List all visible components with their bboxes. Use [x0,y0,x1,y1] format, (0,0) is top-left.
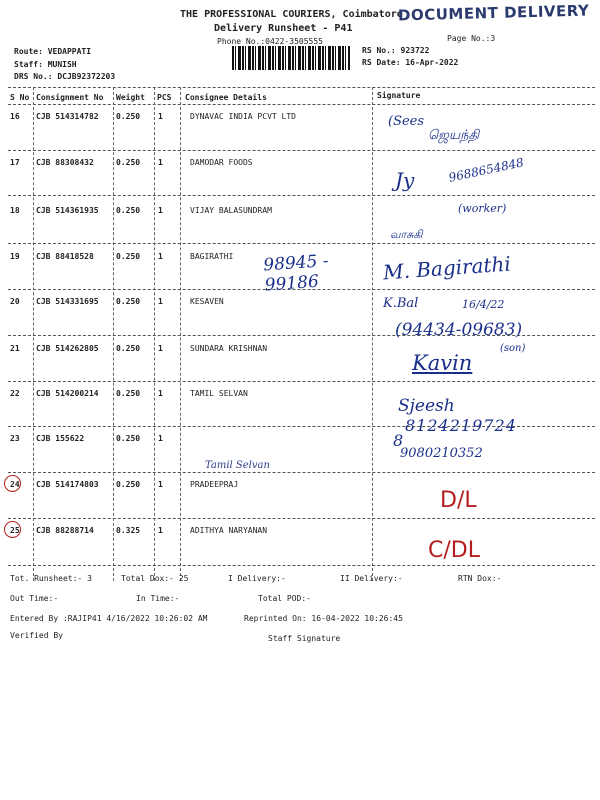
note-row-18: (worker) [458,202,507,215]
rtn-dox: RTN Dox:- [458,574,502,583]
row-pcs: 1 [158,389,163,398]
entered-by: Entered By :RAJIP41 4/16/2022 10:26:02 AM [10,614,208,623]
row-pcs: 1 [158,252,163,261]
row-sno: 21 [10,344,20,353]
signature-row-22: Sjeesh [398,396,455,416]
name-row-23: Tamil Selvan [205,460,270,471]
row-pcs: 1 [158,158,163,167]
row-pcs: 1 [158,344,163,353]
row-sno: 18 [10,206,20,215]
row-consignee: PRADEEPRAJ [190,480,239,489]
status-row-24: D/L [440,488,477,513]
note-row-21: (son) [500,343,526,354]
col-sno: S No [10,93,30,102]
row-pcs: 1 [158,526,163,535]
phone-row-20: (94434-09683) [395,320,523,340]
col-weight: Weight [116,93,145,102]
tot-runsheet: Tot. Runsheet:- 3 [10,574,92,583]
row-weight: 0.250 [116,206,141,215]
signature-row-16: (Sees [388,114,425,129]
row-consignment-no: CJB 514262805 [36,344,99,353]
signature-row-21: Kavin [412,351,473,375]
signature-row-17: Jy [395,168,415,192]
phone-row-23: 9080210352 [400,446,483,461]
date-row-20: 16/4/22 [462,298,505,311]
row-consignee: TAMIL SELVAN [190,389,248,398]
row-weight: 0.250 [116,434,141,443]
row-weight: 0.250 [116,389,141,398]
total-dox: Total Dox:- 25 [121,574,189,583]
i-delivery: I Delivery:- [228,574,286,583]
signature-row-18: வாசுகி [390,228,423,241]
row-consignment-no: CJB 514314782 [36,112,99,121]
row-consignment-no: CJB 155622 [36,434,85,443]
row-sno: 25 [10,526,20,535]
row-sno: 24 [10,480,20,489]
ii-delivery: II Delivery:- [340,574,403,583]
rs-number: RS No.: 923722 [362,46,430,55]
row-weight: 0.250 [116,344,141,353]
row-pcs: 1 [158,297,163,306]
signature-row-20: K.Bal [383,296,419,311]
rs-date: RS Date: 16-Apr-2022 [362,58,459,67]
row-weight: 0.250 [116,252,141,261]
row-consignment-no: CJB 514331695 [36,297,99,306]
row-consignee: DAMODAR FOODS [190,158,253,167]
row-weight: 0.250 [116,158,141,167]
row-consignment-no: CJB 88418528 [36,252,94,261]
total-pod: Total POD:- [258,594,311,603]
row-weight: 0.325 [116,526,141,535]
row-pcs: 1 [158,480,163,489]
phone-number: Phone No.:0422-3505555 [217,37,323,46]
status-row-25: C/DL [428,538,480,563]
row-sno: 19 [10,252,20,261]
reprinted-on: Reprinted On: 16-04-2022 10:26:45 [244,614,403,623]
row-consignment-no: CJB 514200214 [36,389,99,398]
red-circle-mark [4,475,21,492]
barcode [232,46,350,70]
row-weight: 0.250 [116,480,141,489]
in-time: In Time:- [136,594,180,603]
verified-by: Verified By [10,631,63,640]
row-sno: 17 [10,158,20,167]
runsheet-title: Delivery Runsheet - P41 [214,23,353,34]
company-name: THE PROFESSIONAL COURIERS, Coimbatore [180,9,403,20]
row-sno: 20 [10,297,20,306]
col-signature: Signature [377,91,421,100]
col-pcs: PCS [157,93,172,102]
row-consignee: VIJAY BALASUNDRAM [190,206,272,215]
col-consignment: Consignment No [36,93,104,102]
signature-row-19: M. Bagirathi [382,251,512,285]
red-circle-mark [4,521,21,538]
row-weight: 0.250 [116,112,141,121]
route: Route: VEDAPPATI [14,47,92,56]
row-pcs: 1 [158,434,163,443]
drs-number: DRS No.: DCJB92372203 [14,72,116,81]
row-consignment-no: CJB 514361935 [36,206,99,215]
signature-row-23: 8 [393,431,404,450]
row-consignment-no: CJB 88288714 [36,526,94,535]
page-number: Page No.:3 [447,34,496,43]
out-time: Out Time:- [10,594,59,603]
row-sno: 16 [10,112,20,121]
row-consignment-no: CJB 88308432 [36,158,94,167]
row-consignee: ADITHYA NARYANAN [190,526,268,535]
row-weight: 0.250 [116,297,141,306]
row-consignee: DYNAVAC INDIA PCVT LTD [190,112,296,121]
row-pcs: 1 [158,206,163,215]
phone-row-19: 98945 - 99186 [262,250,330,296]
signature-row-17-tamil: ஜெயந்தி [428,128,480,143]
row-consignee: BAGIRATHI [190,252,234,261]
col-consignee: Consignee Details [185,93,267,102]
row-sno: 22 [10,389,20,398]
row-consignment-no: CJB 514174803 [36,480,99,489]
row-sno: 23 [10,434,20,443]
document-delivery-stamp: DOCUMENT DELIVERY [397,1,590,25]
row-consignee: KESAVEN [190,297,224,306]
staff: Staff: MUNISH [14,60,77,69]
staff-signature: Staff Signature [268,634,341,643]
phone-row-22: 8124219724 [405,416,517,435]
phone-row-17: 9688654848 [447,155,525,185]
row-pcs: 1 [158,112,163,121]
row-consignee: SUNDARA KRISHNAN [190,344,268,353]
